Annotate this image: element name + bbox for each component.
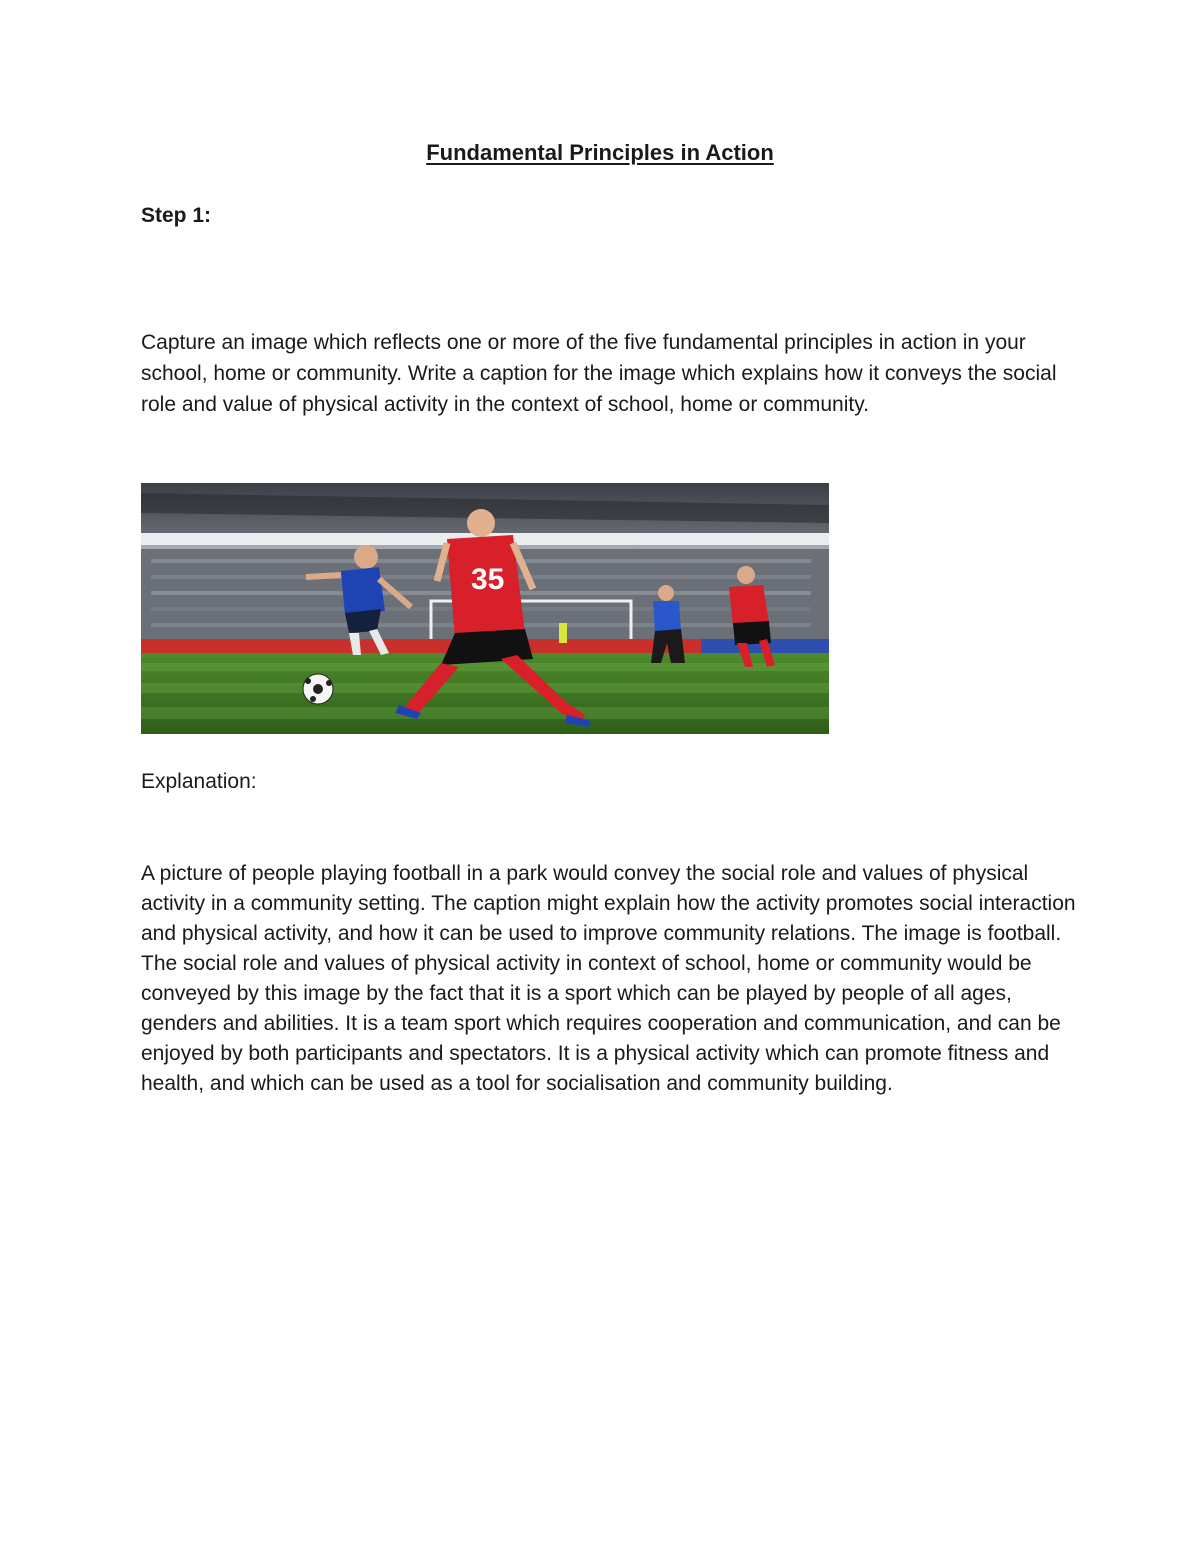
explanation-paragraph: A picture of people playing football in a park would convey the social role and values of physical activity in a community setting. The caption might explain how the activity promotes social interaction and physical activity, and how it can be used to improve community relations. The image is football. The social role and values of physical activity in context of school, home or community would be conveyed by this image by the fact that it is a sport which can be played by people of all ages, genders and abilities. It is a team sport which requires cooperation and communication, and can be enjoyed by both participants and spectators. It is a physical activity which can promote fitness and health, and which can be used as a tool for socialisation and community building. [141,862,1076,1095]
explanation-heading: Explanation: [141,770,257,793]
instructions-paragraph: Capture an image which reflects one or more of the five fundamental principles in action in your school, home or community. Write a caption for the image which explains how it conveys the social role and value of physical activity in the context of school, home or community. [141,331,1057,416]
football-photo [141,483,829,734]
page-title: Fundamental Principles in Action [426,140,774,165]
jersey-number: 35 [471,563,505,596]
step-heading: Step 1: [141,204,212,227]
